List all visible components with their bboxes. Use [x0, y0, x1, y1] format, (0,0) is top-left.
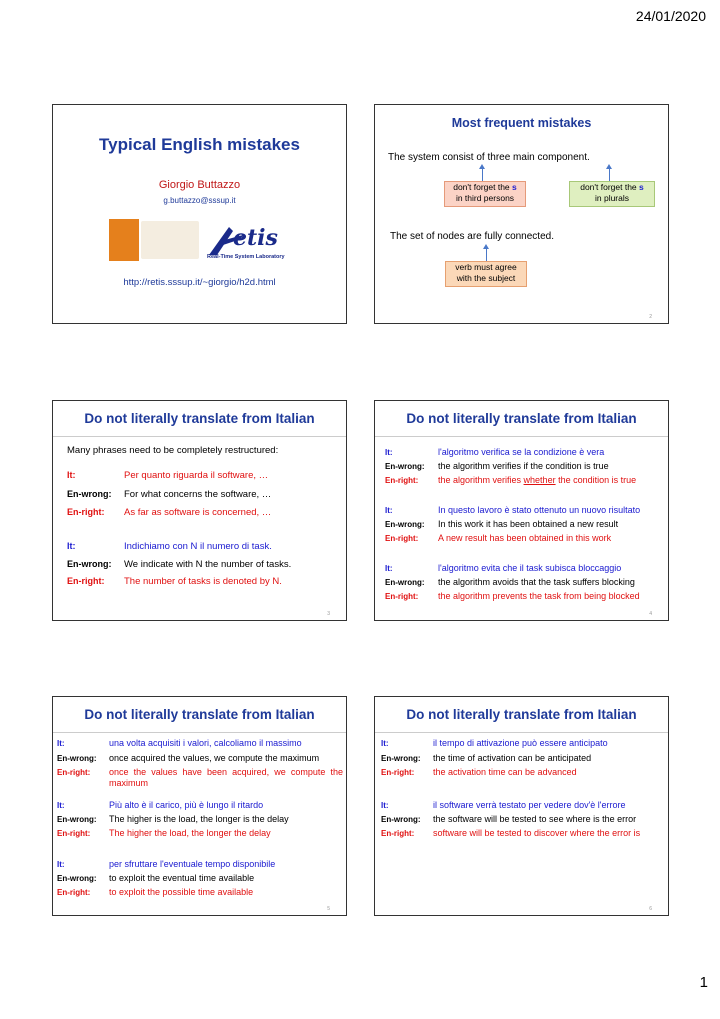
arrow-line — [482, 167, 483, 181]
slide-4: Do not literally translate from Italian It: l'algoritmo verifica se la condizione è vera En-wrong: the algorithm verifies if the condition is true En-right: the algorithm verifies whether the condition is true It: In questo lavoro è stato ottenuto un nuovo risultato En-wrong: In this work it has been obtained a new result En-right: A new result has been obtained in this work It: l'algoritmo evita che il task subisca bloccaggio En-wrong: the algorithm avoids that the task suffers blocking En-right: the algorithm prevents the task from being blocked 4 — [374, 400, 669, 621]
slide-1 — [52, 104, 347, 324]
slide-3: Do not literally translate from Italian Many phrases need to be completely restructured: It: Per quanto riguarda il software, … En-wrong: For what concerns the software, … En-right: As far as software is concerned, … It: Indichiamo con N il numero di task. En-wrong: We indicate with N the number of tasks. En-right: The number of tasks is denoted by N. 3 — [52, 400, 347, 621]
note-box-verb-agree: verb must agree with the subject — [445, 261, 527, 287]
arrow-head-icon — [479, 164, 485, 169]
arrow-line — [486, 247, 487, 261]
slide-5: Do not literally translate from Italian It: una volta acquisiti i valori, calcoliamo il massimo En-wrong: once acquired the values, we compute the maximum En-right: once the values have been acquired, we compute the maximum It: Più alto è il carico, più è lungo il ritardo En-wrong: The higher is the load, the longer is the delay En-right: The higher the load, the longer the delay It: per sfruttare l'eventuale tempo disponibile En-wrong: to exploit the eventual time available En-right: to exploit the possible time available 5 — [52, 696, 347, 916]
arrow-head-icon — [606, 164, 612, 169]
slide-2 — [374, 104, 669, 324]
arrow-line — [609, 167, 610, 181]
university-seal-logo — [141, 221, 199, 259]
slide-number: 6 — [649, 906, 652, 912]
slide-number: 2 — [649, 314, 652, 320]
note-box-third-person: don't forget the s in third persons — [444, 181, 526, 207]
note-box-plurals: don't forget the s in plurals — [569, 181, 655, 207]
page-number: 1 — [699, 974, 708, 991]
example-sentence-2: The set of nodes are fully connected. — [390, 231, 554, 242]
author-email: g.buttazzo@sssup.it — [163, 196, 236, 205]
example-sentence-1: The system consist of three main component. — [388, 152, 590, 163]
slide-title: Most frequent mistakes — [451, 116, 592, 130]
slide-title: Do not literally translate from Italian — [84, 411, 315, 426]
slide-title: Do not literally translate from Italian — [406, 411, 637, 426]
retis-logo-subtitle: Real-Time System Laboratory — [207, 254, 285, 260]
retis-logo-text: etis — [233, 225, 278, 251]
arrow-head-icon — [483, 244, 489, 249]
author-name: Giorgio Buttazzo — [158, 179, 241, 191]
intro-text: Many phrases need to be completely restructured: — [67, 445, 279, 456]
course-url-link[interactable]: http://retis.sssup.it/~giorgio/h2d.html — [123, 277, 276, 288]
page-date: 24/01/2020 — [635, 8, 706, 24]
slide-number: 5 — [327, 906, 330, 912]
slide-number: 4 — [649, 611, 652, 617]
slide-6: Do not literally translate from Italian It: il tempo di attivazione può essere anticipato En-wrong: the time of activation can be anticipated En-right: the activation time can be advanced It: il software verrà testato per vedere dov'è l'errore En-wrong: the software will be tested to see where is the error En-right: software will be tested to discover where the error is 6 — [374, 696, 669, 916]
slide-title: Do not literally translate from Italian — [84, 707, 315, 722]
institute-logo — [109, 219, 139, 261]
slide-number: 3 — [327, 611, 330, 617]
slide-title: Do not literally translate from Italian — [406, 707, 637, 722]
slide-title: Typical English mistakes — [99, 135, 300, 154]
retis-logo — [203, 221, 291, 265]
